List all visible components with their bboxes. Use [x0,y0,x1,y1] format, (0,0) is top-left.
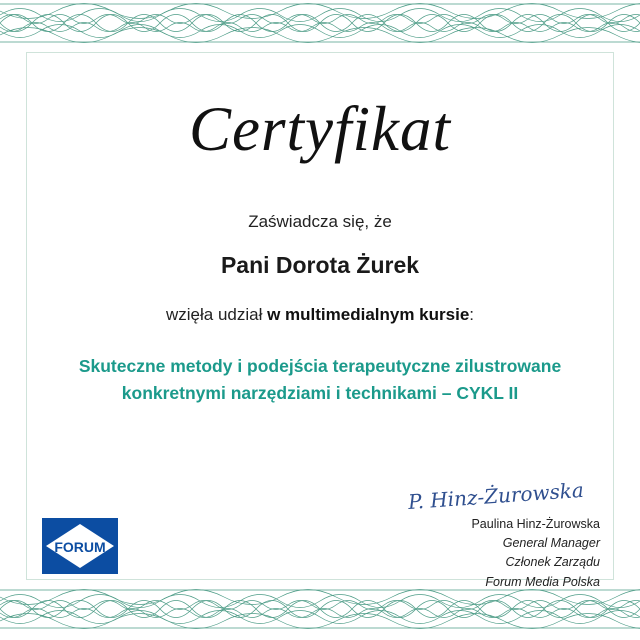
signatory-company: Forum Media Polska [485,574,600,589]
course-title [40,353,600,407]
course-title-line-1: Skuteczne metody i podejścia terapeutyczne zilustrowane [78,356,562,377]
participation-text [40,305,600,325]
participation-highlight: w multimedialnym kursie [267,305,470,325]
decorative-border-top [0,0,640,46]
signatory-role-2: Członek Zarządu [505,555,600,570]
attestation-text: Zaświadcza się, że [248,212,392,232]
handwritten-signature: P. Hinz-Żurowska [407,477,585,514]
certificate-title: Certyfikat [189,94,451,164]
signature-block [320,477,600,593]
course-title-line-2: konkretnymi narzędziami i technikami – CYKL II [121,383,519,404]
participation-prefix: wzięła udział [165,305,268,325]
signatory-role-1: General Manager [502,535,600,550]
signatory-name: Paulina Hinz-Żurowska [471,516,600,531]
svg-text:FORUM: FORUM [54,539,106,555]
participation-suffix: : [469,305,475,325]
recipient-name: Pani Dorota Żurek [220,252,420,279]
forum-logo [40,512,120,580]
certificate-footer [40,477,600,622]
